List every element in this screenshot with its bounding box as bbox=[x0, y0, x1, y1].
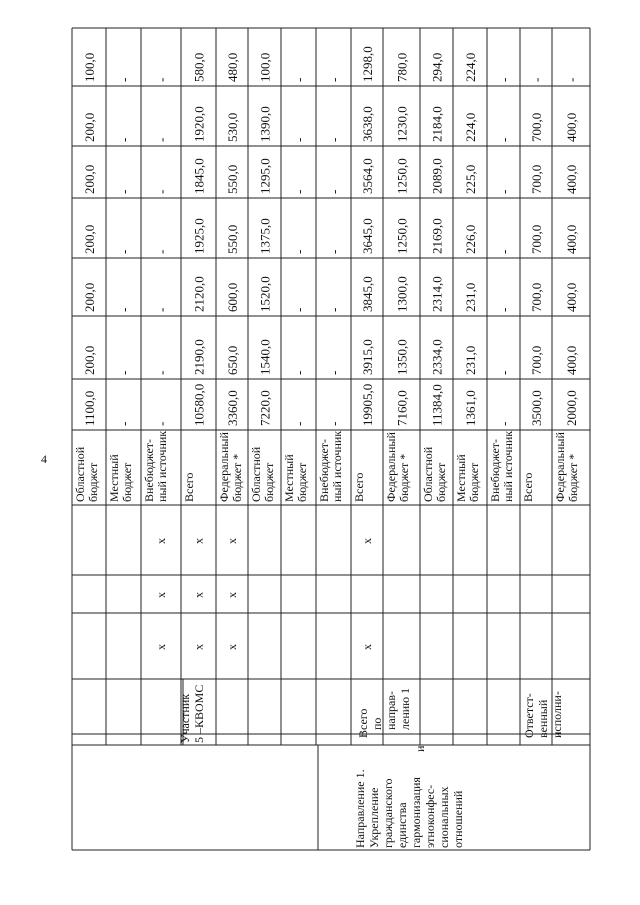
direction-label: гражданского bbox=[381, 778, 395, 848]
source-label: Областной bbox=[249, 446, 263, 502]
total-direction-label: направ- bbox=[384, 691, 398, 730]
value-cell: 400,0 bbox=[564, 224, 579, 254]
value-cell: - bbox=[496, 307, 512, 312]
value-cell: 700,0 bbox=[529, 224, 544, 254]
source-label: Всего bbox=[182, 472, 196, 502]
value-cell: 200,0 bbox=[82, 164, 97, 194]
source-label: Внебюджет- bbox=[317, 438, 331, 502]
value-cell: - bbox=[326, 307, 342, 312]
source-label: Всего bbox=[352, 472, 366, 502]
source-label: бюджет bbox=[434, 462, 448, 502]
value-cell: 1540,0 bbox=[257, 339, 273, 375]
value-cell: 1925,0 bbox=[191, 218, 207, 254]
source-label: Внебюджет- bbox=[142, 438, 156, 502]
value-cell: - bbox=[154, 370, 169, 375]
responsible-label: Ответст- bbox=[522, 693, 536, 738]
direction-label: Направление 1. bbox=[353, 769, 367, 848]
value-cell: - bbox=[291, 370, 307, 375]
value-cell: 3360,0 bbox=[225, 390, 240, 426]
participant-label: Участник bbox=[178, 693, 192, 743]
value-cell: - bbox=[116, 249, 132, 254]
cross-mark: х bbox=[154, 644, 168, 650]
value-cell: 231,0 bbox=[463, 345, 478, 375]
value-cell: 700,0 bbox=[529, 164, 544, 194]
value-cell: 11384,0 bbox=[429, 384, 445, 426]
value-cell: 550,0 bbox=[225, 224, 240, 254]
direction-label: гармонизация bbox=[409, 777, 423, 848]
value-cell: 700,0 bbox=[529, 345, 544, 375]
cross-mark: х bbox=[225, 592, 239, 598]
value-cell: - bbox=[496, 370, 512, 375]
value-cell: 2334,0 bbox=[429, 339, 445, 375]
value-cell: 550,0 bbox=[225, 164, 240, 194]
direction-label: единства bbox=[395, 802, 409, 848]
source-label: Областной bbox=[421, 446, 435, 502]
source-label: ный источник bbox=[330, 430, 344, 502]
value-cell: 2190,0 bbox=[191, 339, 207, 375]
value-cell: 100,0 bbox=[257, 52, 273, 82]
value-cell: - bbox=[326, 421, 342, 426]
value-cell: - bbox=[154, 189, 169, 194]
source-label: Федеральный bbox=[217, 432, 231, 502]
source-label: Местный bbox=[107, 454, 121, 502]
value-cell: 2169,0 bbox=[429, 218, 445, 254]
value-cell: 7160,0 bbox=[394, 390, 410, 426]
source-label: Внебюджет- bbox=[488, 438, 502, 502]
source-label: бюджет bbox=[86, 462, 100, 502]
value-cell: 3500,0 bbox=[529, 390, 544, 426]
value-cell: 2314,0 bbox=[429, 276, 445, 312]
cross-mark: х bbox=[154, 538, 168, 544]
value-cell: 1375,0 bbox=[257, 218, 273, 254]
source-label: бюджет * bbox=[566, 453, 580, 502]
value-cell: 200,0 bbox=[82, 345, 97, 375]
value-cell: 3638,0 bbox=[360, 106, 375, 142]
value-cell: - bbox=[326, 249, 342, 254]
value-cell: - bbox=[116, 77, 132, 82]
value-cell: - bbox=[154, 137, 169, 142]
source-label: бюджет bbox=[467, 462, 481, 502]
value-cell: 1295,0 bbox=[257, 158, 273, 194]
value-cell: - bbox=[496, 77, 512, 82]
value-cell: 3845,0 bbox=[360, 276, 375, 312]
value-cell: 1300,0 bbox=[394, 276, 410, 312]
source-label: Федеральный bbox=[384, 432, 398, 502]
source-label: Местный bbox=[282, 454, 296, 502]
total-direction-label: Всего bbox=[356, 708, 370, 738]
value-cell: 1298,0 bbox=[360, 46, 375, 82]
value-cell: - bbox=[291, 189, 307, 194]
value-cell: - bbox=[154, 249, 169, 254]
value-cell: 2184,0 bbox=[429, 106, 445, 142]
source-label: бюджет * bbox=[230, 453, 244, 502]
source-label: Всего bbox=[521, 472, 535, 502]
value-cell: 400,0 bbox=[564, 282, 579, 312]
value-cell: - bbox=[496, 249, 512, 254]
value-cell: - bbox=[326, 370, 342, 375]
source-label: Местный bbox=[454, 454, 468, 502]
value-cell: 650,0 bbox=[225, 345, 240, 375]
value-cell: 400,0 bbox=[564, 345, 579, 375]
value-cell: 600,0 bbox=[225, 282, 240, 312]
value-cell: 2089,0 bbox=[429, 158, 445, 194]
value-cell: 2120,0 bbox=[191, 276, 207, 312]
source-label: бюджет bbox=[295, 462, 309, 502]
value-cell: 3645,0 bbox=[360, 218, 375, 254]
value-cell: 2000,0 bbox=[564, 390, 579, 426]
value-cell: - bbox=[116, 370, 132, 375]
value-cell: 200,0 bbox=[82, 112, 97, 142]
cross-mark: х bbox=[191, 644, 206, 650]
responsible-label: исполни- bbox=[550, 691, 564, 738]
value-cell: 480,0 bbox=[225, 52, 240, 82]
value-cell: - bbox=[496, 189, 512, 194]
cross-mark: х bbox=[225, 538, 239, 544]
cross-mark: х bbox=[191, 538, 206, 544]
value-cell: - bbox=[291, 137, 307, 142]
value-cell: 1100,0 bbox=[82, 390, 97, 426]
value-cell: 19905,0 bbox=[360, 383, 375, 426]
value-cell: 1350,0 bbox=[394, 339, 410, 375]
source-label: бюджет * bbox=[397, 453, 411, 502]
value-cell: 231,0 bbox=[463, 282, 478, 312]
cross-mark: х bbox=[360, 644, 374, 650]
value-cell: 10580,0 bbox=[191, 383, 207, 426]
table-text bbox=[73, 46, 580, 848]
value-cell: 780,0 bbox=[394, 52, 410, 82]
value-cell: - bbox=[154, 77, 169, 82]
value-cell: 1230,0 bbox=[394, 106, 410, 142]
value-cell: - bbox=[291, 421, 307, 426]
value-cell: 226,0 bbox=[463, 224, 478, 254]
value-cell: - bbox=[496, 421, 512, 426]
value-cell: - bbox=[496, 137, 512, 142]
value-cell: 224,0 bbox=[463, 52, 478, 82]
total-direction-label: по bbox=[370, 717, 384, 730]
value-cell: - bbox=[291, 307, 307, 312]
value-cell: 1845,0 bbox=[191, 158, 207, 194]
value-cell: - bbox=[116, 137, 132, 142]
value-cell: 294,0 bbox=[429, 52, 445, 82]
value-cell: 224,0 bbox=[463, 112, 478, 142]
value-cell: 200,0 bbox=[82, 224, 97, 254]
direction-label: Укрепление bbox=[367, 787, 381, 848]
value-cell: - bbox=[326, 189, 342, 194]
cross-mark: х bbox=[154, 592, 168, 598]
responsible-label: венный bbox=[536, 699, 550, 738]
value-cell: - bbox=[116, 421, 132, 426]
value-cell: 1250,0 bbox=[394, 158, 410, 194]
source-label: бюджет bbox=[262, 462, 276, 502]
direction-label: этноконфес- bbox=[423, 784, 437, 848]
value-cell: 1520,0 bbox=[257, 276, 273, 312]
direction-label: отношений bbox=[451, 790, 465, 848]
cross-mark: х bbox=[225, 644, 239, 650]
direction-label: и bbox=[413, 745, 427, 752]
value-cell: 530,0 bbox=[225, 112, 240, 142]
direction-label: сиональных bbox=[437, 786, 451, 848]
participant-label: 5 –КВОМС bbox=[192, 684, 206, 743]
page-number: 4 bbox=[41, 452, 47, 466]
value-cell: - bbox=[326, 77, 342, 82]
cross-mark: х bbox=[191, 592, 206, 598]
value-cell: 1920,0 bbox=[191, 106, 207, 142]
value-cell: 3915,0 bbox=[360, 339, 375, 375]
value-cell: - bbox=[291, 249, 307, 254]
value-cell: 3564,0 bbox=[360, 158, 375, 194]
value-cell: 700,0 bbox=[529, 112, 544, 142]
source-label: бюджет bbox=[120, 462, 134, 502]
source-label: Областной bbox=[73, 446, 87, 502]
value-cell: - bbox=[326, 137, 342, 142]
value-cell: - bbox=[529, 77, 544, 82]
value-cell: 400,0 bbox=[564, 112, 579, 142]
value-cell: 225,0 bbox=[463, 164, 478, 194]
value-cell: 7220,0 bbox=[257, 390, 273, 426]
source-label: Федеральный bbox=[553, 432, 567, 502]
source-label: ный источник bbox=[501, 430, 515, 502]
total-direction-label: лению 1 bbox=[398, 687, 412, 730]
value-cell: 100,0 bbox=[82, 52, 97, 82]
cross-mark: х bbox=[360, 538, 374, 544]
source-label: ный источник bbox=[155, 430, 169, 502]
value-cell: 1390,0 bbox=[257, 106, 273, 142]
value-cell: 580,0 bbox=[191, 52, 207, 82]
value-cell: - bbox=[116, 307, 132, 312]
value-cell: - bbox=[154, 307, 169, 312]
value-cell: 1361,0 bbox=[463, 390, 478, 426]
value-cell: 700,0 bbox=[529, 282, 544, 312]
value-cell: 400,0 bbox=[564, 164, 579, 194]
value-cell: - bbox=[291, 77, 307, 82]
value-cell: - bbox=[564, 77, 579, 82]
value-cell: - bbox=[154, 421, 169, 426]
value-cell: - bbox=[116, 189, 132, 194]
value-cell: 1250,0 bbox=[394, 218, 410, 254]
value-cell: 200,0 bbox=[82, 282, 97, 312]
